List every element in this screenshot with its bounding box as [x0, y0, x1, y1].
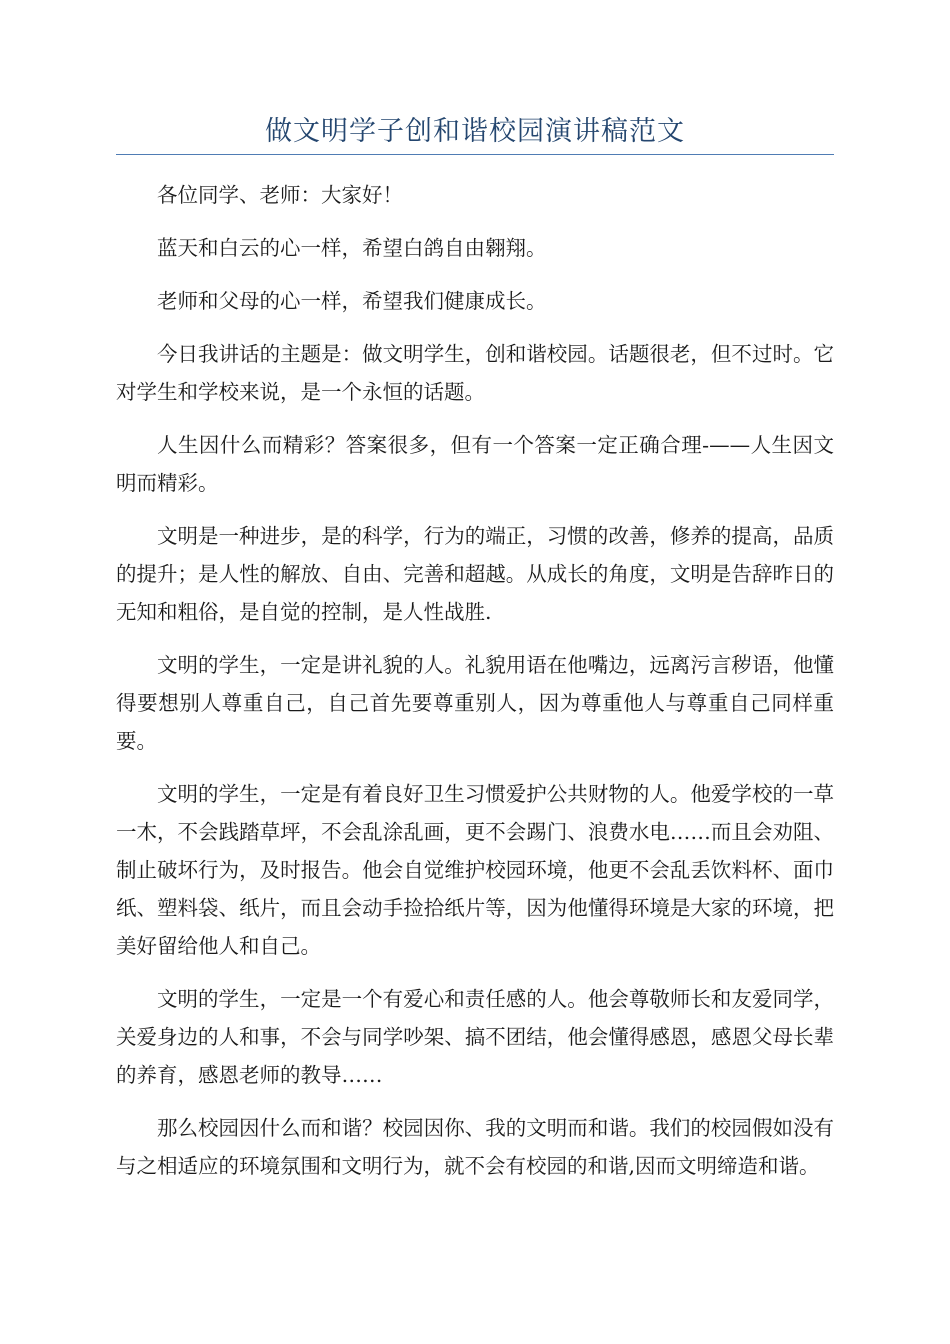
paragraph: 那么校园因什么而和谐？校园因你、我的文明而和谐。我们的校园假如没有与之相适应的环境氛围和文明行为，就不会有校园的和谐,因而文明缔造和谐。 — [116, 1116, 834, 1178]
paragraph: 人生因什么而精彩？答案很多，但有一个答案一定正确合理-——人生因文明而精彩。 — [116, 433, 834, 495]
document-title: 做文明学子创和谐校园演讲稿范文 — [265, 116, 685, 147]
paragraph: 文明的学生，一定是一个有爱心和责任感的人。他会尊敬师长和友爱同学，关爱身边的人和事，不会与同学吵架、搞不团结，他会懂得感恩，感恩父母长辈的养育，感恩老师的教导…… — [116, 987, 834, 1087]
paragraph: 文明是一种进步，是的科学，行为的端正，习惯的改善，修养的提高，品质的提升；是人性的解放、自由、完善和超越。从成长的角度，文明是告辞昨日的无知和粗俗，是自觉的控制，是人性战胜. — [116, 524, 834, 624]
title-underline — [116, 154, 834, 155]
paragraph: 文明的学生，一定是讲礼貌的人。礼貌用语在他嘴边，远离污言秽语，他懂得要想别人尊重自己，自己首先要尊重别人，因为尊重他人与尊重自己同样重要。 — [116, 653, 834, 753]
paragraph-greeting: 各位同学、老师：大家好！ — [157, 183, 403, 207]
paragraph: 蓝天和白云的心一样，希望白鸽自由翱翔。 — [157, 236, 547, 260]
document-body — [116, 176, 834, 1200]
paragraph: 今日我讲话的主题是：做文明学生，创和谐校园。话题很老，但不过时。它对学生和学校来说，是一个永恒的话题。 — [116, 342, 834, 404]
paragraph: 文明的学生，一定是有着良好卫生习惯爱护公共财物的人。他爱学校的一草一木，不会践踏草坪，不会乱涂乱画，更不会踢门、浪费水电……而且会劝阻、制止破坏行为，及时报告。他会自觉维护校园环境，他更不会乱丢饮料杯、面巾纸、塑料袋、纸片，而且会动手捡拾纸片等，因为他懂得环境是大家的环境，把美好留给他人和自己。 — [116, 782, 834, 958]
paragraph: 老师和父母的心一样，希望我们健康成长。 — [157, 289, 547, 313]
